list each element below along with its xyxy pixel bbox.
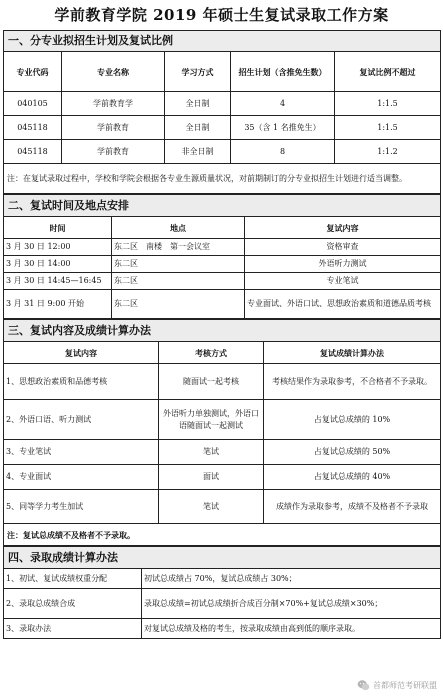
document-title: 学前教育学院 2019 年硕士生复试录取工作方案 [54,6,389,24]
cell: 3、录取办法 [4,619,142,639]
cell: 专业面试、外语口试、思想政治素质和道德品质考核 [245,290,441,319]
cell: 全日制 [165,116,231,140]
table-row [4,569,441,589]
cell: 2、录取总成绩合成 [4,589,142,619]
cell: 笔试 [159,440,264,465]
section2-heading: 二、复试时间及地点安排 [4,195,441,217]
section3-table [3,319,441,546]
cell: 045118 [4,140,62,164]
section4-heading: 四、录取成绩计算办法 [4,547,441,569]
table-row [4,400,441,440]
header-exam-content: 复试内容 [4,342,159,364]
cell: 1、初试、复试成绩权重分配 [4,569,142,589]
table-row [4,239,441,256]
table-row [4,290,441,319]
cell: 录取总成绩=初试总成绩折合成百分制×70%+复试总成绩×30%； [142,589,441,619]
cell: 3 月 30 日 14:45—16:45 [4,273,112,290]
cell: 学前教育学 [62,92,165,116]
table-row [4,364,441,400]
table-row [4,465,441,490]
cell: 1:1.5 [335,116,441,140]
cell: 4 [231,92,335,116]
header-location: 地点 [112,217,245,239]
cell: 随面试一起考核 [159,364,264,400]
header-ratio: 复试比例不超过 [335,52,441,92]
cell: 学前教育 [62,140,165,164]
cell: 1、思想政治素质和品德考核 [4,364,159,400]
cell: 35（含 1 名推免生） [231,116,335,140]
table-row [4,619,441,639]
section2-table [3,194,441,319]
cell: 3 月 30 日 14:00 [4,256,112,273]
header-content: 复试内容 [245,217,441,239]
cell: 4、专业面试 [4,465,159,490]
header-assessment-method: 考核方式 [159,342,264,364]
header-study-mode: 学习方式 [165,52,231,92]
cell: 东二区 [112,273,245,290]
cell: 占复试总成绩的 50% [264,440,441,465]
wechat-icon [357,679,370,692]
cell: 考核结果作为录取参考，不合格者不予录取。 [264,364,441,400]
watermark [357,679,437,692]
cell: 3 月 30 日 12:00 [4,239,112,256]
watermark-text: 首都师范考研联盟 [373,681,437,690]
cell: 专业笔试 [245,273,441,290]
section3-heading: 三、复试内容及成绩计算办法 [4,320,441,342]
header-major-code: 专业代码 [4,52,62,92]
cell: 外语听力单独测试，外语口语随面试一起测试 [159,400,264,440]
cell: 占复试总成绩的 10% [264,400,441,440]
cell: 5、同等学力考生加试 [4,490,159,524]
cell: 东二区 [112,256,245,273]
section1-heading: 一、分专业拟招生计划及复试比例 [4,31,441,52]
cell: 3、专业笔试 [4,440,159,465]
cell: 笔试 [159,490,264,524]
cell: 成绩作为录取参考，成绩不及格者不予录取 [264,490,441,524]
header-enrollment-plan: 招生计划（含推免生数） [231,52,335,92]
table-row [4,92,441,116]
cell: 东二区 [112,290,245,319]
cell: 3 月 31 日 9:00 开始 [4,290,112,319]
header-time: 时间 [4,217,112,239]
cell: 8 [231,140,335,164]
cell: 全日制 [165,92,231,116]
cell: 东二区 南楼 第一会议室 [112,239,245,256]
table-row [4,490,441,524]
cell: 2、外语口语、听力测试 [4,400,159,440]
cell: 1:1.5 [335,92,441,116]
cell: 占复试总成绩的 40% [264,465,441,490]
section1-note: 注：在复试录取过程中，学校和学院会根据各专业生源质量状况，对前期制订的分专业拟招生计划进行适当调整。 [4,164,441,194]
cell: 1:1.2 [335,140,441,164]
table-row [4,440,441,465]
table-row [4,140,441,164]
table-row [4,273,441,290]
header-score-calculation: 复试成绩计算办法 [264,342,441,364]
cell: 非全日制 [165,140,231,164]
cell: 学前教育 [62,116,165,140]
cell: 040105 [4,92,62,116]
cell: 外语听力测试 [245,256,441,273]
table-row [4,256,441,273]
section4-table [3,546,441,639]
header-major-name: 专业名称 [62,52,165,92]
section1-table [3,30,441,194]
cell: 资格审查 [245,239,441,256]
cell: 对复试总成绩及格的考生，按录取成绩由高到低的顺序录取。 [142,619,441,639]
table-row [4,589,441,619]
cell: 面试 [159,465,264,490]
cell: 初试总成绩占 70%，复试总成绩占 30%； [142,569,441,589]
section3-note: 注：复试总成绩不及格者不予录取。 [4,524,441,546]
cell: 045118 [4,116,62,140]
table-row [4,116,441,140]
